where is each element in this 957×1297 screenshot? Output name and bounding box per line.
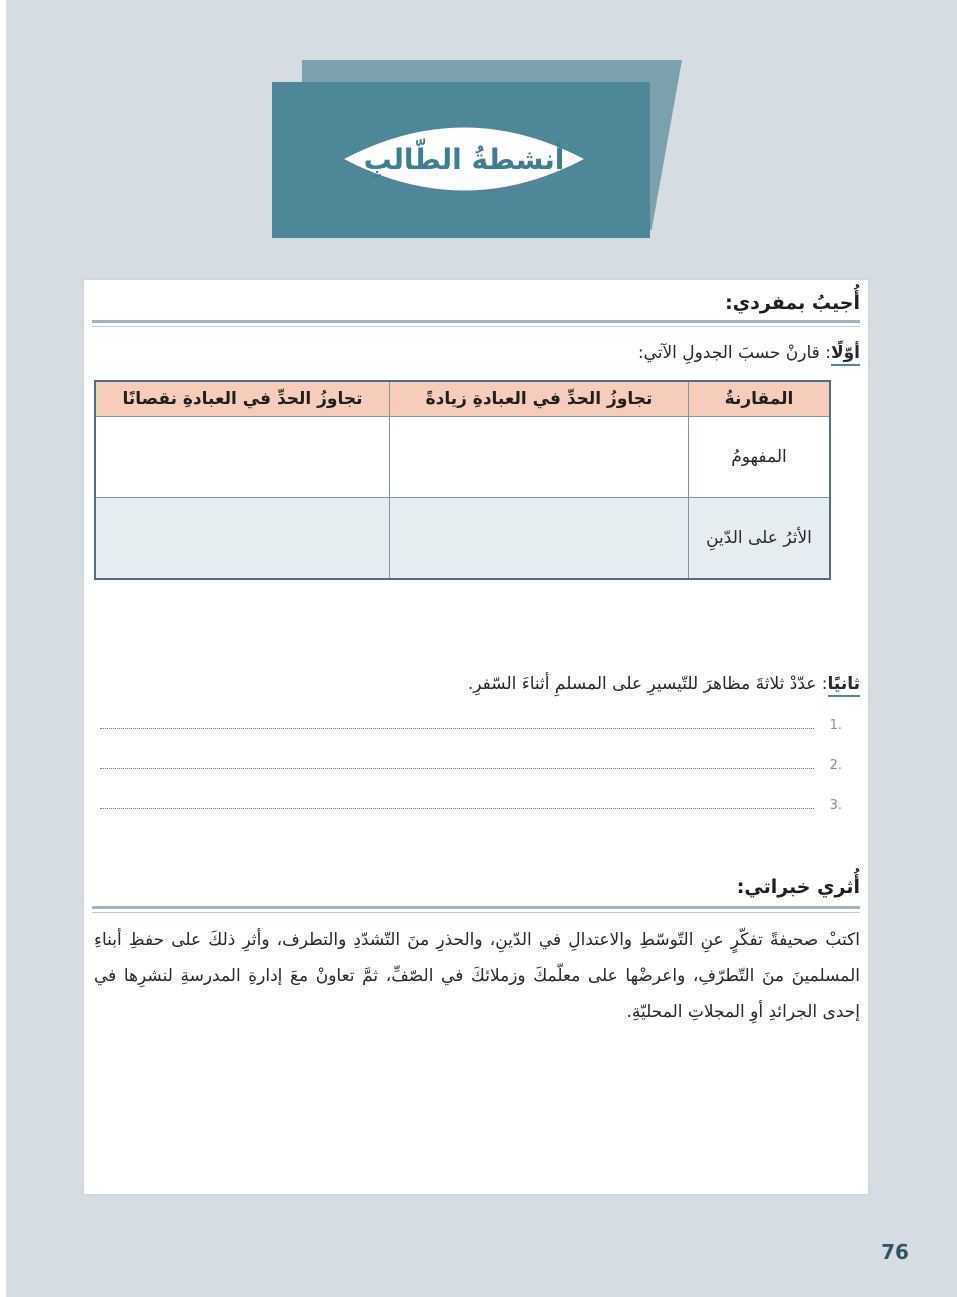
table-row bbox=[95, 417, 830, 498]
question-second-text: : عدّدْ ثلاثةَ مظاهرَ للتّيسيرِ على المسلمِ أثناءَ السّفرِ. bbox=[467, 674, 828, 694]
answer-line[interactable] bbox=[100, 716, 842, 756]
answer-lines bbox=[100, 716, 842, 836]
table-answer-cell[interactable] bbox=[390, 498, 689, 580]
table-row-label: المفهومُ bbox=[689, 417, 831, 498]
table-header: تجاوزُ الحدِّ في العبادةِ زيادةً bbox=[390, 381, 689, 417]
page-number: 76 bbox=[881, 1240, 909, 1264]
table-row bbox=[95, 498, 830, 580]
question-first-lead: أوّلًا bbox=[831, 343, 860, 366]
question-first bbox=[638, 343, 860, 363]
section-rule bbox=[92, 906, 860, 909]
dotted-line bbox=[100, 808, 814, 809]
section-rule bbox=[92, 320, 860, 323]
table-header: تجاوزُ الحدِّ في العبادةِ نقصانًا bbox=[95, 381, 390, 417]
table-answer-cell[interactable] bbox=[95, 498, 390, 580]
table-answer-cell[interactable] bbox=[390, 417, 689, 498]
section-rule-thin bbox=[92, 326, 860, 327]
question-second-lead: ثانيًا bbox=[828, 674, 860, 697]
table-answer-cell[interactable] bbox=[95, 417, 390, 498]
dotted-line bbox=[100, 728, 814, 729]
answer-line-number: .3 bbox=[829, 798, 842, 813]
answer-line[interactable] bbox=[100, 796, 842, 836]
section-rule-thin bbox=[92, 912, 860, 913]
table-header-row bbox=[95, 381, 830, 417]
page-edge bbox=[0, 0, 6, 1297]
section-heading-enrich: أُثري خبراتي: bbox=[736, 876, 860, 898]
activity-card bbox=[84, 280, 868, 1194]
answer-line-number: .1 bbox=[829, 718, 842, 733]
answer-line[interactable] bbox=[100, 756, 842, 796]
table-row-label: الأثرُ على الدّينِ bbox=[689, 498, 831, 580]
question-first-text: : قارنْ حسبَ الجدولِ الآتي: bbox=[637, 343, 831, 363]
dotted-line bbox=[100, 768, 814, 769]
section-heading-individual: أُجيبُ بمفردي: bbox=[725, 292, 860, 314]
banner-title: أنشطةُ الطّالبِ bbox=[363, 142, 565, 176]
table-header: المقارنةُ bbox=[689, 381, 831, 417]
answer-line-number: .2 bbox=[829, 758, 842, 773]
enrichment-paragraph: اكتبْ صحيفةً تفكّرٍ عنِ التّوسّطِ والاعتدالِ في الدّينِ، والحذرِ منَ التّشدّدِ والتطرف، وأثرِ ذلكَ على حفظِ أبناءِ المسلمينَ منَ التّطرّفِ، واعرضْها على معلّمكَ وزملائكَ في الصّفِّ، ثمَّ تعاونْ معَ إدارةِ المدرسةِ لنشرِها في إحدى الجرائدِ أوِ المجلاتِ المحليّةِ. bbox=[94, 930, 860, 1022]
comparison-table bbox=[94, 380, 831, 580]
question-second bbox=[468, 674, 860, 694]
